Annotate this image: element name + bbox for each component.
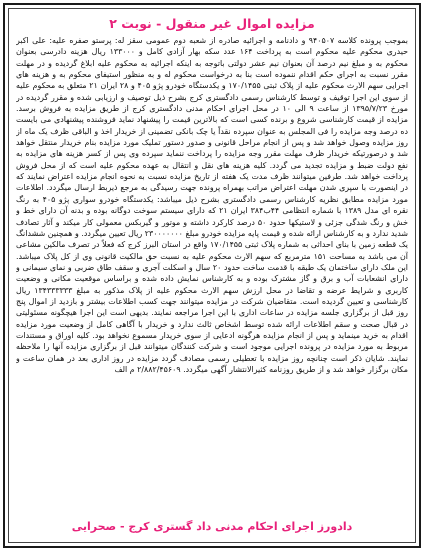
notice-inner-frame	[8, 8, 416, 543]
notice-body: بموجب پرونده کلاسه ۹۴۰۵۰۷ و دادنامه و اجرائیه صادره از شعبه دوم عمومی سقز له: پرستو صفره علیه: علی اکبر حیدری محکوم علیه محکوم است به پرداخت ۱۶۴ عدد سکه بهار آزادی کامل و ۱۳۳۰۰۰ ریال هزینه دادرسی بعنوان محکوم به و مبلغ نیم درصد آن بعنوان نیم عشر دولتی باتوجه به اینکه اجرائیه به محکوم علیه ابلاغ گردیده و در مهلت مقرر نسبت به اجرای حکم اقدام ننموده است بنا به درخواست محکوم له و به منظور استیفای محکوم به و هزینه های اجرایی سهم الارث محکوم علیه از پلاک ثبتی ۱۷۰/۱۴۵۵ و یکدستگاه خودرو پژو ۴۰۵ و ۲۸ ایران ۲۱ متعلق به محکوم علیه از سوی این اجرا توقیف و توسط کارشناس رسمی دادگستری کرج بشرح ذیل توصیف و ارزیابی شده و مقرر گردیده در مورخ ۱۳۹۵/۷/۲۳ از ساعت ۹ الی ۱۰ در محل اجرای احکام مدنی دادگستری کرج از طریق مزایده به فروش برسد. مزایده از قیمت کارشناسی شروع و برنده کسی است که بالاترین قیمت را پیشنهاد نماید فروشنده پیشنهادی می بایست ده درصد وجه مزایده را فی المجلس به عنوان سپرده نقداً یا چک بانکی تضمینی از خریدار اخذ و الباقی ظرف یک ماه از روز مزایده وصول خواهد شد و پس از انجام مراحل قانونی و صدور دستور تملیک مورد مزایده بنام خریدار منتقل خواهد شد و درصورتیکه خریدار ظرف مهلت مقرر وجه مزایده را پرداخت ننماید سپرده وی پس از کسر هزینه های مزایده به نفع دولت ضبط و مزایده تجدید می گردد. کلیه هزینه های نقل و انتقال به عهده محکوم علیه است که از محل فروش پرداخت خواهد شد. طرفین میتوانند ظرف مدت یک هفته از تاریخ مزایده نسبت به نحوه انجام مزایده اعتراض نمایند که در اینصورت با سپری شدن مهلت اعتراض مراتب بهمراه پرونده جهت رسیدگی به مرجع ذیربط ارسال میگردد. اطلاعات مورد مزایده مطابق نظریه کارشناس رسمی دادگستری بشرح ذیل میباشد: یکدستگاه خودرو سواری پژو ۴۰۵ به رنگ نقره ای مدل ۱۳۸۹ با شماره انتظامی ۴۴ب۳۸۴ ایران ۲۱ که دارای سیستم سوخت دوگانه بوده و بدنه آن دارای خط و خش و رنگ شدگی جزئی و لاستیکها حدود ۵۰ درصد کارکرد داشته و موتور و گیربکس معمولی کار میکند و آثار تصادف شدید ندارد و به کارشناس ارائه شده و قیمت پایه مزایده خودرو مبلغ ۲۳۰۰۰۰۰۰۰ ریال تعیین میگردد. و همچنین ششدانگ یک قطعه زمین با بنای احداثی به شماره پلاک ثبتی ۱۷۰/۱۴۵۵ واقع در استان البرز کرج که فعلاً در تصرف مالکین مشاعی آن می باشد به مساحت ۱۵۱ مترمربع که سهم الارث محکوم علیه به نسبت حق مالکیت قانونی وی از کل پلاک میباشد. این ملک دارای ساختمان یک طبقه با قدمت ساخت حدود ۲۰ سال و اسکلت آجری و سقف طاق ضربی و نمای سیمانی و دارای انشعابات آب و برق و گاز مشترک بوده و به کارشناس نمایش داده شده و براساس موقعیت مکانی و وضعیت کاربری و شرایط عرضه و تقاضا در محل ارزش سهم الارث محکوم علیه از پلاک مذکور به مبلغ ۱۳۴۳۳۳۳۳۳ ریال کارشناسی و تعیین گردیده است. متقاضیان شرکت در مزایده میتوانند جهت کسب اطلاعات بیشتر و بازدید از اموال پنج روز قبل از برگزاری جلسه مزایده در ساعات اداری با این اجرا مراجعه نمایند. بدیهی است این اجرا هیچگونه مسئولیتی در قبال صحت و سقم اطلاعات ارائه شده توسط اشخاص ثالث ندارد و خریدار با آگاهی کامل از وضعیت مورد مزایده اقدام به خرید مینماید و پس از انجام مزایده هرگونه ادعایی از سوی خریدار مسموع نخواهد بود. کلیه اوراق و مستندات مربوط به مورد مزایده در پرونده اجرایی موجود است و شرکت کنندگان میتوانند قبل از برگزاری مزایده آنها را ملاحظه نمایند. شایان ذکر است چنانچه روز مزایده با تعطیلی رسمی مصادف گردد مزایده در روز اداری بعد در همان ساعت و مکان برگزار خواهد شد و از طریق روزنامه کثیرالانتشار آگهی میگردد. ۲/۸۸۲/۴۵۶۰۹ م الف	[16, 36, 408, 374]
notice-signature: دادورز اجرای احکام مدنی داد گستری کرج - صحرایی	[71, 520, 353, 533]
legal-notice	[3, 3, 421, 548]
notice-title: مزایده اموال غیر منقول - نوبت ۲	[109, 16, 315, 31]
